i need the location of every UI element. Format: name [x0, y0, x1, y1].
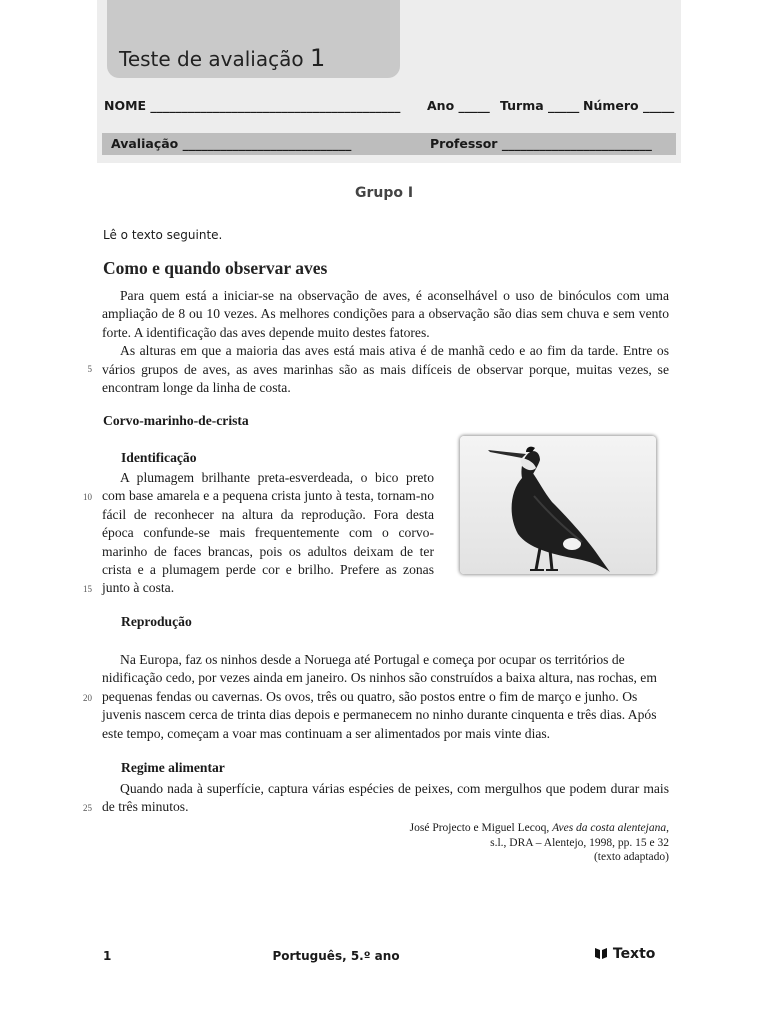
test-title-number: 1: [309, 44, 326, 72]
citation-book-suffix: ,: [666, 822, 669, 834]
diet-heading: Regime alimentar: [121, 760, 225, 775]
diet-text: [102, 780, 669, 817]
intro-paragraph: Para quem está a iniciar-se na observação de aves, é aconselhável o uso de binóculos com uma ampliação de 8 ou 10 vezes. As melhores condições para a observação são dias sem chuva e sem vento forte. A identificação das aves depende muito destes fatores.: [102, 288, 669, 340]
citation: [410, 821, 669, 865]
citation-book: Aves da costa alentejana: [552, 822, 667, 834]
footer-subject: Português, 5.º ano: [272, 949, 400, 963]
line-number: 20: [83, 693, 92, 703]
line-number: 10: [83, 492, 92, 502]
citation-source: [410, 821, 669, 836]
test-title-label: Teste de avaliação: [119, 47, 304, 71]
evaluation-bar: [102, 133, 676, 155]
cormorant-photo: [460, 436, 656, 574]
ano-field[interactable]: Ano _____: [427, 98, 490, 113]
citation-publisher: s.l., DRA – Alentejo, 1998, pp. 15 e 32: [490, 836, 669, 849]
identification-heading: Identificação: [121, 450, 197, 465]
reproduction-heading: Reprodução: [121, 614, 192, 629]
group-title: Grupo I: [354, 185, 414, 201]
line-number: 5: [87, 364, 92, 374]
reproduction-text: [102, 651, 669, 743]
professor-field[interactable]: Professor ________________________: [430, 136, 652, 151]
intro-paragraph: As alturas em que a maioria das aves está mais ativa é de manhã cedo e ao fim da tarde. Entre os vários grupos de aves, as aves marinhas são as mais difíceis de observar porque, muitas vezes, se encontram longe da linha de costa.: [102, 343, 669, 396]
cormorant-illustration: [460, 436, 656, 574]
reproduction-paragraph: Na Europa, faz os ninhos desde a Noruega até Portugal e começa por ocupar os territórios de nidificação cedo, por vezes ainda em janeiro. Os ninhos são construídos a baixa altura, nas rochas, em pequenas fendas ou cavernas. Os ovos, três ou quatro, são postos entre o fim de março e junho. Os juvenis nascem cerca de trinta dias depois e permanecem no ninho durante cinquenta e três dias. Após este tempo, começam a voar mas continuam a ser alimentados por mais vinte dias.: [102, 652, 657, 741]
line-number: 15: [83, 584, 92, 594]
nome-field[interactable]: NOME ________________________________________: [104, 98, 401, 113]
line-number: 25: [83, 803, 92, 813]
test-title: [119, 44, 325, 72]
turma-field[interactable]: Turma _____: [500, 98, 580, 113]
intro-text: [102, 287, 669, 397]
student-id-row: [104, 98, 676, 118]
citation-authors: José Projecto e Miguel Lecoq,: [409, 822, 553, 834]
species-title: Corvo-marinho-de-crista: [103, 413, 249, 428]
publisher-logo: [594, 946, 655, 962]
texto-logo-icon: [594, 946, 608, 960]
publisher-logo-text: Texto: [612, 946, 656, 962]
diet-paragraph: Quando nada à superfície, captura várias espécies de peixes, com mergulhos que podem durar mais de três minutos.: [102, 781, 669, 815]
page-number: 1: [103, 949, 112, 963]
citation-note: (texto adaptado): [593, 851, 669, 863]
avaliacao-field[interactable]: Avaliação ___________________________: [111, 136, 352, 151]
identification-text: [102, 469, 434, 598]
instruction: Lê o texto seguinte.: [103, 228, 223, 242]
identification-paragraph: A plumagem brilhante preta-esverdeada, o bico preto com base amarela e a pequena crista junto à testa, tornam-no fácil de reconhecer na altura da reprodução. Fora desta época confunde-se mais frequentemente com o corvo-marinho de faces brancas, pois os adultos deixam de ter crista e a plumagem perde cor e brilho. Prefere as zonas junto à costa.: [102, 470, 434, 596]
numero-field[interactable]: Número _____: [583, 98, 675, 113]
article-title: Como e quando observar aves: [103, 258, 328, 278]
